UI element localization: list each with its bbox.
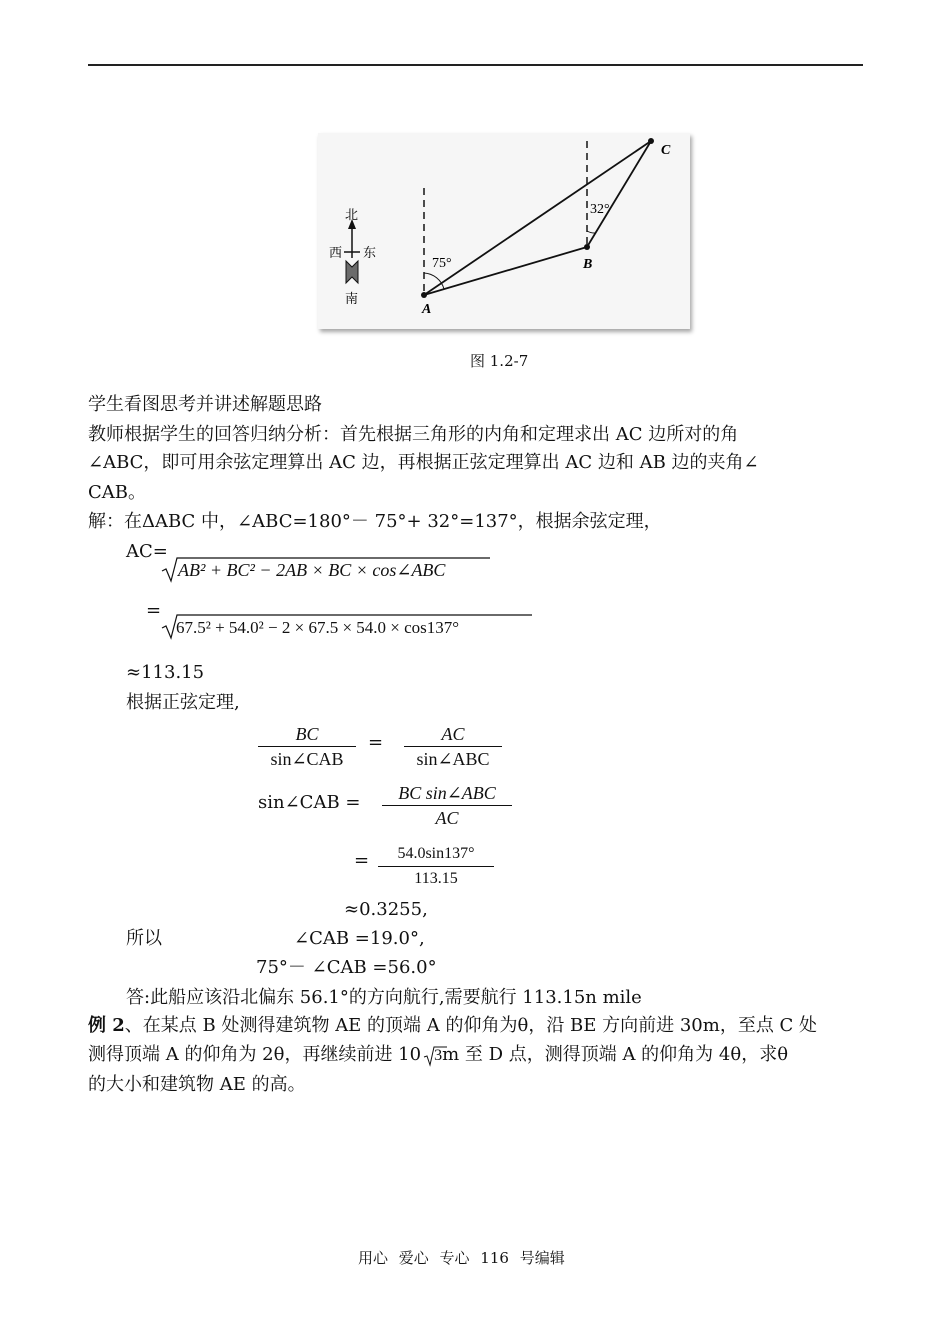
segment-ac bbox=[424, 141, 651, 295]
example-2-line-3: 的大小和建筑物 AE 的高。 bbox=[88, 1074, 306, 1095]
fraction-bc-over-sin-cab bbox=[258, 722, 356, 771]
fraction-ac-over-sin-abc bbox=[404, 722, 502, 771]
equals-sign: = bbox=[354, 850, 370, 871]
fraction-bc-sin-abc-over-ac bbox=[382, 781, 512, 830]
fraction-denominator: sin∠CAB bbox=[270, 749, 344, 769]
fraction-denominator: AC bbox=[435, 808, 459, 828]
example-2-line-1 bbox=[88, 1015, 817, 1037]
fraction-numerator: BC sin∠ABC bbox=[398, 783, 496, 803]
example-2-text: m 至 D 点，测得顶端 A 的仰角为 4θ，求θ bbox=[442, 1044, 789, 1065]
point-a-dot bbox=[421, 292, 427, 298]
paragraph-line-3: ∠ABC，即可用余弦定理算出 AC 边，再根据正弦定理算出 AC 边和 AB 边的夹角∠ bbox=[88, 452, 759, 473]
north-label: 北 bbox=[345, 208, 359, 223]
fraction-numeric-sine bbox=[378, 842, 494, 891]
paragraph-line-1: 学生看图思考并讲述解题思路 bbox=[88, 394, 322, 415]
equals-sign: = bbox=[146, 600, 162, 621]
angle-b-label: 32° bbox=[590, 202, 610, 217]
example-2-text: 测得顶端 A 的仰角为 2θ，再继续前进 10 bbox=[88, 1044, 422, 1065]
east-label: 东 bbox=[363, 246, 377, 261]
point-c-dot bbox=[648, 138, 654, 144]
paragraph-line-4: CAB。 bbox=[88, 482, 146, 503]
point-b-label: B bbox=[583, 257, 593, 272]
example-2-line-2 bbox=[88, 1044, 788, 1067]
sine-approx-value: ≈0.3255, bbox=[344, 899, 428, 920]
equals-sign: = bbox=[368, 732, 384, 753]
fraction-denominator: 113.15 bbox=[414, 870, 458, 887]
fraction-numerator: 54.0sin137° bbox=[397, 845, 475, 862]
navigation-diagram bbox=[318, 133, 690, 329]
west-label: 西 bbox=[329, 246, 343, 261]
angle-cab-result: ∠CAB =19.0°, bbox=[294, 928, 425, 949]
sqrt-radicand: 3 bbox=[434, 1047, 443, 1064]
sine-rule-intro: 根据正弦定理, bbox=[126, 692, 240, 713]
point-a-label: A bbox=[422, 302, 432, 317]
figure-caption: 图 1.2-7 bbox=[470, 352, 529, 370]
south-label: 南 bbox=[345, 292, 359, 307]
so-label: 所以 bbox=[126, 928, 162, 949]
law-of-cosines-formula: AB² + BC² − 2AB × BC × cos∠ABC bbox=[178, 560, 446, 580]
point-c-label: C bbox=[661, 143, 671, 158]
fraction-denominator: sin∠ABC bbox=[416, 749, 490, 769]
example-2-label: 例 2 bbox=[88, 1015, 125, 1036]
angle-arc-a bbox=[424, 273, 444, 289]
fraction-numerator: BC bbox=[295, 724, 319, 744]
sin-cab-equals: sin∠CAB = bbox=[258, 792, 361, 813]
page-footer: 用心 爱心 专心 116 号编辑 bbox=[358, 1249, 565, 1267]
angle-a-label: 75° bbox=[432, 256, 452, 271]
numeric-substitution: 67.5² + 54.0² − 2 × 67.5 × 54.0 × cos137° bbox=[176, 618, 460, 637]
sqrt-three bbox=[423, 1044, 442, 1067]
fraction-numerator: AC bbox=[441, 724, 465, 744]
segment-ab bbox=[424, 247, 587, 295]
solution-line: 解：在ΔABC 中，∠ABC=180°－ 75°+ 32°=137°，根据余弦定理， bbox=[88, 511, 662, 532]
paragraph-line-2: 教师根据学生的回答归纳分析：首先根据三角形的内角和定理求出 AC 边所对的角 bbox=[88, 424, 739, 445]
answer-line: 答:此船应该沿北偏东 56.1°的方向航行,需要航行 113.15n mile bbox=[126, 987, 642, 1008]
bearing-result: 75°－ ∠CAB =56.0° bbox=[256, 957, 437, 978]
example-2-text: 、在某点 B 处测得建筑物 AE 的顶端 A 的仰角为θ，沿 BE 方向前进 30m，至点 C 处 bbox=[124, 1015, 818, 1036]
header-rule bbox=[88, 64, 863, 66]
segment-bc bbox=[587, 141, 651, 247]
compass-fletching bbox=[346, 261, 358, 283]
angle-arc-b bbox=[587, 231, 596, 233]
ac-approx-value: ≈113.15 bbox=[126, 662, 205, 683]
ac-equals: AC= bbox=[126, 541, 168, 562]
point-b-dot bbox=[584, 244, 590, 250]
